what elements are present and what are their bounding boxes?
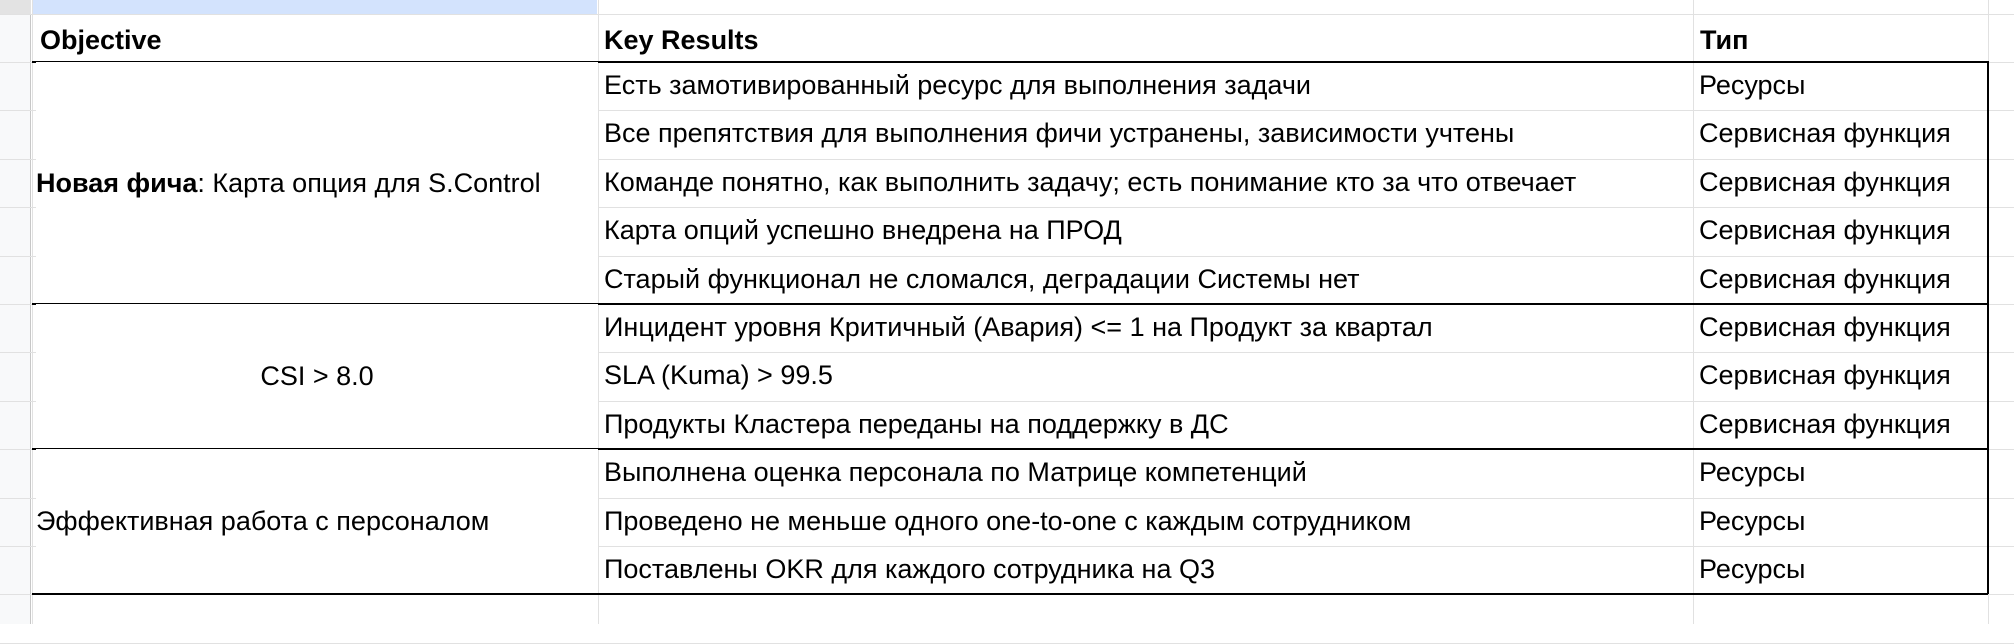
type-cell[interactable]: Сервисная функция <box>1699 312 1951 342</box>
type-cell[interactable]: Сервисная функция <box>1699 215 1951 246</box>
objective-title-text: Эффективная работа с персоналом <box>36 506 490 537</box>
key-result-cell[interactable]: Продукты Кластера переданы на поддержку в ДС <box>604 408 1229 439</box>
objective-title-text: : Карта опция для S.Control <box>197 167 541 198</box>
header-type[interactable]: Тип <box>1700 25 1749 55</box>
objective-cell[interactable] <box>36 62 598 304</box>
objective-cell[interactable] <box>36 304 598 449</box>
key-result-cell[interactable]: Карта опций успешно внедрена на ПРОД <box>604 215 1122 246</box>
key-result-cell[interactable]: Инцидент уровня Критичный (Авария) <= 1 на Продукт за квартал <box>604 312 1433 342</box>
row-header-corner[interactable] <box>0 0 31 14</box>
type-cell[interactable]: Сервисная функция <box>1699 118 1951 149</box>
type-cell[interactable]: Сервисная функция <box>1699 360 1951 391</box>
key-result-cell[interactable]: SLA (Kuma) > 99.5 <box>604 360 833 391</box>
type-cell[interactable]: Ресурсы <box>1699 554 1806 584</box>
key-result-cell[interactable]: Команде понятно, как выполнить задачу; есть понимание кто за что отвечает <box>604 166 1577 197</box>
type-cell[interactable]: Ресурсы <box>1699 70 1806 100</box>
header-objective[interactable]: Objective <box>40 25 162 55</box>
type-cell[interactable]: Сервисная функция <box>1699 166 1951 197</box>
objective-title <box>36 168 541 199</box>
type-cell[interactable]: Ресурсы <box>1699 505 1806 536</box>
table-right-border <box>1987 61 1989 594</box>
header-key-results[interactable]: Key Results <box>604 25 759 55</box>
objective-title <box>260 361 373 392</box>
key-result-cell[interactable]: Есть замотивированный ресурс для выполнения задачи <box>604 70 1311 100</box>
type-cell[interactable]: Сервисная функция <box>1699 408 1951 439</box>
gridline-vertical <box>32 0 33 624</box>
row-header-column[interactable] <box>0 0 31 624</box>
key-result-cell[interactable]: Поставлены OKR для каждого сотрудника на Q3 <box>604 554 1216 584</box>
key-result-cell[interactable]: Старый функционал не сломался, деградации Системы нет <box>604 263 1360 294</box>
gridline-horizontal <box>0 14 2014 15</box>
selected-cell-highlight[interactable] <box>32 0 597 14</box>
objective-title-bold: Новая фича <box>36 167 198 198</box>
objective-title-text: CSI > 8.0 <box>260 361 374 392</box>
key-result-cell[interactable]: Проведено не меньше одного one-to-one с каждым сотрудником <box>604 505 1412 536</box>
key-result-cell[interactable]: Все препятствия для выполнения фичи устранены, зависимости учтены <box>604 118 1515 149</box>
type-cell[interactable]: Сервисная функция <box>1699 263 1951 294</box>
objective-cell[interactable] <box>36 449 598 594</box>
type-cell[interactable]: Ресурсы <box>1699 457 1806 488</box>
objective-title <box>36 506 489 537</box>
group-bottom-border <box>32 593 1988 595</box>
key-result-cell[interactable]: Выполнена оценка персонала по Матрице компетенций <box>604 457 1307 488</box>
